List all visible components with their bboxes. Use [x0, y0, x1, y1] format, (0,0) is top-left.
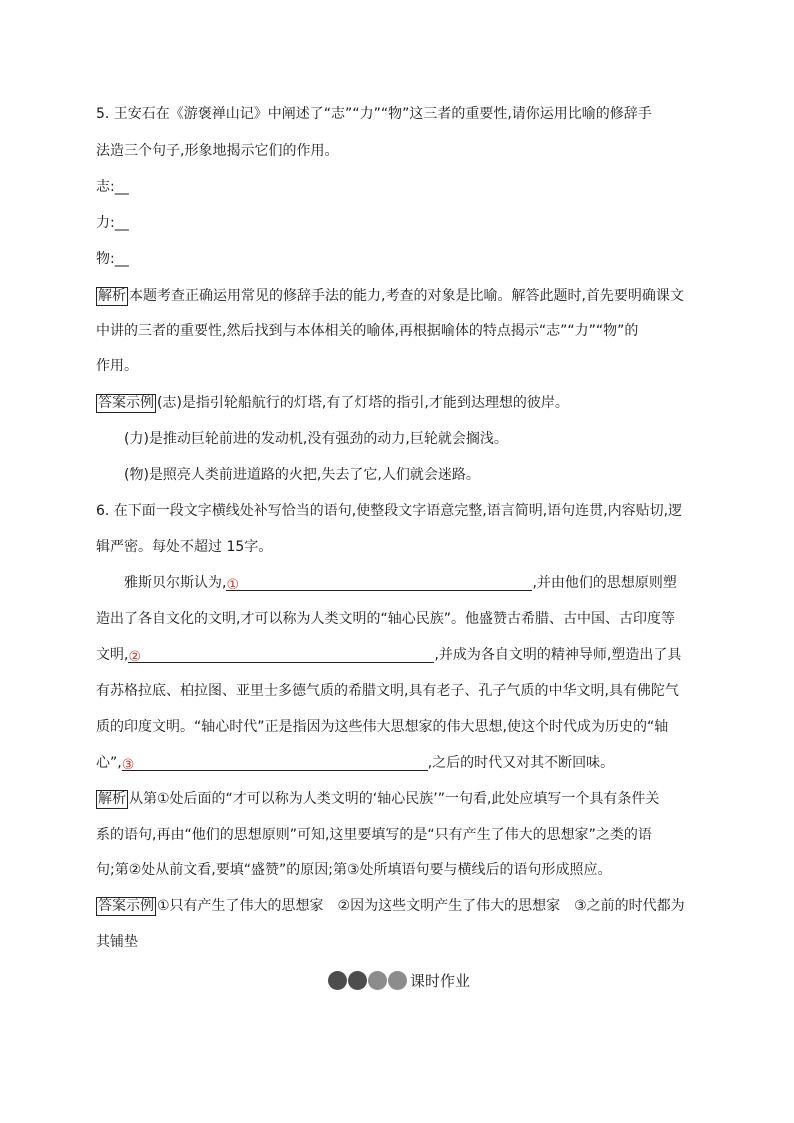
analysis-tag: 解析 — [98, 791, 126, 807]
q6-passage-text: ,并由他们的思想原则塑 — [532, 575, 677, 591]
q5-answer-text1: (志)是指引轮船航行的灯塔,有了灯塔的指引,才能到达理想的彼岸。 — [157, 395, 569, 411]
q6-prompt-line1: 6. 在下面一段文字横线处补写恰当的语句,使整段文字语意完整,语言简明,语句连贯,内容贴切,逻 — [96, 503, 683, 519]
blank-2[interactable] — [128, 647, 434, 663]
q5-zhi-field: 志:__ — [96, 179, 129, 195]
blank-3[interactable] — [122, 755, 428, 771]
q5-analysis-line3: 作用。 — [96, 358, 138, 374]
q6-passage-line6 — [96, 753, 614, 773]
dot-icon — [348, 971, 367, 990]
q5-prompt-line1: 5. 王安石在《游褒禅山记》中阐述了“志”“力”“物”这三者的重要性,请你运用比喻的修辞手 — [96, 106, 652, 122]
q6-passage-text: 雅斯贝尔斯认为, — [124, 575, 227, 591]
q5-li-field: 力:__ — [96, 215, 129, 231]
q6-answer-line2: 其铺垫 — [96, 934, 138, 950]
footer-label: 课时作业 — [410, 972, 471, 990]
q5-answer-line3: (物)是照亮人类前进道路的火把,失去了它,人们就会迷路。 — [124, 467, 480, 483]
q5-analysis-text1: 本题考查正确运用常见的修辞手法的能力,考查的对象是比喻。解答此题时,首先要明确课文 — [129, 288, 684, 304]
q6-passage-line4: 有苏格拉底、柏拉图、亚里士多德气质的希腊文明,具有老子、孔子气质的中华文明,具有佛陀气 — [96, 683, 679, 699]
q6-passage-line2: 造出了各自文化的文明,才可以称为人类文明的“轴心民族”。他盛赞古希腊、古中国、古印度等 — [96, 611, 675, 627]
q5-wu-field: 物:__ — [96, 251, 129, 267]
dot-icon — [368, 971, 387, 990]
q6-answer-text1: ①只有产生了伟大的思想家 ②因为这些文明产生了伟大的思想家 ③之前的时代都为 — [157, 898, 685, 914]
q6-answer-line1 — [96, 896, 685, 916]
q5-analysis-line1 — [96, 286, 684, 306]
q6-analysis-line2: 系的语句,再由“他们的思想原则”可知,这里要填写的是“只有产生了伟大的思想家”之类的语 — [96, 827, 652, 843]
q6-analysis-text1: 从第①处后面的“才可以称为人类文明的‘轴心民族’”一句看,此处应填写一个具有条件关 — [129, 791, 660, 807]
q6-passage-line1 — [124, 573, 677, 593]
q6-analysis-line3: 句;第②处从前文看,要填“盛赞”的原因;第③处所填语句要与横线后的语句形成照应。 — [96, 862, 612, 878]
answer-tag: 答案示例 — [98, 898, 154, 914]
section-footer — [328, 970, 470, 991]
q6-analysis-line1 — [96, 789, 659, 809]
q6-passage-text: 文明, — [96, 647, 129, 663]
q6-passage-line5: 质的印度文明。“轴心时代”正是指因为这些伟大思想家的伟大思想,使这个时代成为历史的“轴 — [96, 719, 669, 735]
q6-passage-text: ,之后的时代又对其不断回味。 — [427, 755, 615, 771]
analysis-tag: 解析 — [98, 288, 126, 304]
q5-answer-line2: (力)是推动巨轮前进的发动机,没有强劲的动力,巨轮就会搁浅。 — [124, 431, 508, 447]
q6-passage-text: ,并成为各自文明的精神导师,塑造出了具 — [434, 647, 682, 663]
answer-tag: 答案示例 — [98, 395, 154, 411]
q5-analysis-line2: 中讲的三者的重要性,然后找到与本体相关的喻体,再根据喻体的特点揭示“志”“力”“物”的 — [96, 323, 639, 339]
blank-3-number: ③ — [121, 757, 135, 773]
q6-passage-line3 — [96, 645, 681, 665]
q5-prompt-line2: 法造三个句子,形象地揭示它们的作用。 — [96, 143, 339, 159]
blank-2-number: ② — [128, 649, 142, 665]
blank-1[interactable] — [226, 575, 532, 591]
dot-icon — [388, 971, 407, 990]
dot-icon — [328, 971, 347, 990]
blank-1-number: ① — [226, 577, 240, 593]
q6-passage-text: 心”, — [96, 755, 122, 771]
q6-prompt-line2: 辑严密。每处不超过 15字。 — [96, 539, 273, 555]
q5-answer-line1 — [96, 393, 569, 413]
